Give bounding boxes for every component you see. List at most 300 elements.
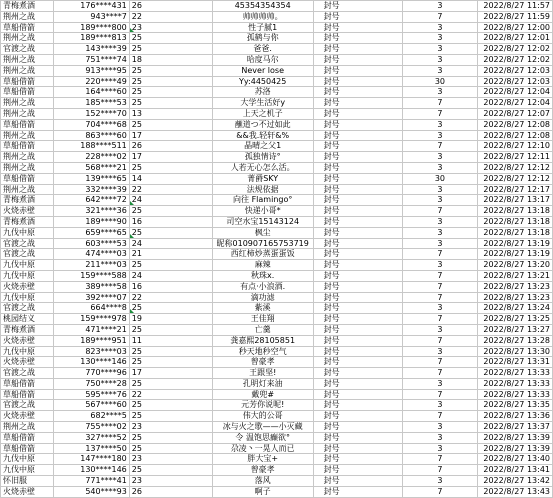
age-cell[interactable]: 16 bbox=[129, 281, 212, 292]
phone-cell[interactable]: 220****49 bbox=[53, 76, 129, 87]
time-cell[interactable]: 2022/8/27 12:02 bbox=[478, 44, 553, 55]
name-cell[interactable]: 司空水宝15143124 bbox=[212, 216, 313, 227]
table-row[interactable] bbox=[1, 238, 553, 249]
status-cell[interactable]: 封号 bbox=[313, 400, 402, 411]
count-cell[interactable]: 3 bbox=[402, 346, 477, 357]
phone-cell[interactable]: 755****02 bbox=[53, 422, 129, 433]
time-cell[interactable]: 2022/8/27 13:31 bbox=[478, 357, 553, 368]
phone-cell[interactable]: 567****60 bbox=[53, 400, 129, 411]
phone-cell[interactable]: 137****50 bbox=[53, 443, 129, 454]
time-cell[interactable]: 2022/8/27 13:43 bbox=[478, 486, 553, 497]
time-cell[interactable]: 2022/8/27 13:36 bbox=[478, 411, 553, 422]
status-cell[interactable]: 封号 bbox=[313, 184, 402, 195]
table-row[interactable] bbox=[1, 314, 553, 325]
status-cell[interactable]: 封号 bbox=[313, 454, 402, 465]
time-cell[interactable]: 2022/8/27 12:04 bbox=[478, 87, 553, 98]
table-row[interactable] bbox=[1, 152, 553, 163]
status-cell[interactable]: 封号 bbox=[313, 119, 402, 130]
age-cell[interactable]: 25 bbox=[129, 98, 212, 109]
count-cell[interactable]: 7 bbox=[402, 389, 477, 400]
age-cell[interactable]: 25 bbox=[129, 206, 212, 217]
table-row[interactable] bbox=[1, 141, 553, 152]
time-cell[interactable]: 2022/8/27 13:41 bbox=[478, 465, 553, 476]
time-cell[interactable]: 2022/8/27 13:19 bbox=[478, 249, 553, 260]
phone-cell[interactable]: 642****72 bbox=[53, 195, 129, 206]
server-cell[interactable]: 九伐中原 bbox=[1, 260, 54, 271]
count-cell[interactable]: 3 bbox=[402, 162, 477, 173]
time-cell[interactable]: 2022/8/27 12:08 bbox=[478, 119, 553, 130]
age-cell[interactable]: 22 bbox=[129, 389, 212, 400]
age-cell[interactable]: 23 bbox=[129, 422, 212, 433]
age-cell[interactable]: 24 bbox=[129, 270, 212, 281]
table-row[interactable] bbox=[1, 476, 553, 487]
name-cell[interactable]: 枫尘 bbox=[212, 227, 313, 238]
age-cell[interactable]: 25 bbox=[129, 346, 212, 357]
count-cell[interactable]: 3 bbox=[402, 152, 477, 163]
count-cell[interactable]: 3 bbox=[402, 400, 477, 411]
server-cell[interactable]: 九伐中原 bbox=[1, 292, 54, 303]
name-cell[interactable]: 胖大宝+ bbox=[212, 454, 313, 465]
status-cell[interactable]: 封号 bbox=[313, 11, 402, 22]
time-cell[interactable]: 2022/8/27 13:33 bbox=[478, 368, 553, 379]
name-cell[interactable]: 曾豪孝 bbox=[212, 357, 313, 368]
time-cell[interactable]: 2022/8/27 12:08 bbox=[478, 130, 553, 141]
status-cell[interactable]: 封号 bbox=[313, 76, 402, 87]
phone-cell[interactable]: 770****96 bbox=[53, 368, 129, 379]
count-cell[interactable]: 7 bbox=[402, 357, 477, 368]
time-cell[interactable]: 2022/8/27 13:23 bbox=[478, 281, 553, 292]
time-cell[interactable]: 2022/8/27 12:12 bbox=[478, 173, 553, 184]
status-cell[interactable]: 封号 bbox=[313, 130, 402, 141]
time-cell[interactable]: 2022/8/27 13:30 bbox=[478, 346, 553, 357]
phone-cell[interactable]: 130****146 bbox=[53, 357, 129, 368]
name-cell[interactable]: 人若无心怎么活。 bbox=[212, 162, 313, 173]
count-cell[interactable]: 3 bbox=[402, 33, 477, 44]
status-cell[interactable]: 封号 bbox=[313, 335, 402, 346]
server-cell[interactable]: 草船借箭 bbox=[1, 378, 54, 389]
time-cell[interactable]: 2022/8/27 13:20 bbox=[478, 260, 553, 271]
name-cell[interactable]: 元芳你说呢! bbox=[212, 400, 313, 411]
phone-cell[interactable]: 130****146 bbox=[53, 465, 129, 476]
count-cell[interactable]: 3 bbox=[402, 238, 477, 249]
age-cell[interactable]: 24 bbox=[129, 195, 212, 206]
age-cell[interactable]: 23 bbox=[129, 476, 212, 487]
name-cell[interactable]: 冰与火之歌——小灭藏 bbox=[212, 422, 313, 433]
name-cell[interactable]: 王跟坚! bbox=[212, 368, 313, 379]
age-cell[interactable]: 17 bbox=[129, 130, 212, 141]
time-cell[interactable]: 2022/8/27 13:18 bbox=[478, 227, 553, 238]
time-cell[interactable]: 2022/8/27 13:18 bbox=[478, 216, 553, 227]
status-cell[interactable]: 封号 bbox=[313, 141, 402, 152]
server-cell[interactable]: 荆州之战 bbox=[1, 152, 54, 163]
server-cell[interactable]: 桃园结义 bbox=[1, 314, 54, 325]
server-cell[interactable]: 草船借箭 bbox=[1, 141, 54, 152]
age-cell[interactable]: 25 bbox=[129, 303, 212, 314]
table-row[interactable] bbox=[1, 335, 553, 346]
table-row[interactable] bbox=[1, 130, 553, 141]
status-cell[interactable]: 封号 bbox=[313, 432, 402, 443]
server-cell[interactable]: 九伐中原 bbox=[1, 227, 54, 238]
name-cell[interactable]: Never lose bbox=[212, 65, 313, 76]
age-cell[interactable]: 25 bbox=[129, 227, 212, 238]
count-cell[interactable]: 7 bbox=[402, 270, 477, 281]
count-cell[interactable]: 7 bbox=[402, 465, 477, 476]
table-row[interactable] bbox=[1, 443, 553, 454]
table-row[interactable] bbox=[1, 11, 553, 22]
status-cell[interactable]: 封号 bbox=[313, 281, 402, 292]
count-cell[interactable]: 7 bbox=[402, 486, 477, 497]
count-cell[interactable]: 3 bbox=[402, 227, 477, 238]
age-cell[interactable]: 11 bbox=[129, 335, 212, 346]
phone-cell[interactable]: 823****03 bbox=[53, 346, 129, 357]
phone-cell[interactable]: 176****431 bbox=[53, 1, 129, 12]
time-cell[interactable]: 2022/8/27 12:03 bbox=[478, 76, 553, 87]
count-cell[interactable]: 3 bbox=[402, 65, 477, 76]
phone-cell[interactable]: 863****60 bbox=[53, 130, 129, 141]
table-row[interactable] bbox=[1, 173, 553, 184]
server-cell[interactable]: 九伐中原 bbox=[1, 270, 54, 281]
time-cell[interactable]: 2022/8/27 12:02 bbox=[478, 54, 553, 65]
phone-cell[interactable]: 188****511 bbox=[53, 141, 129, 152]
age-cell[interactable]: 22 bbox=[129, 184, 212, 195]
phone-cell[interactable]: 471****21 bbox=[53, 324, 129, 335]
server-cell[interactable]: 火烧赤壁 bbox=[1, 281, 54, 292]
name-cell[interactable]: 令 温饱思癫欲° bbox=[212, 432, 313, 443]
age-cell[interactable]: 26 bbox=[129, 486, 212, 497]
count-cell[interactable]: 3 bbox=[402, 378, 477, 389]
age-cell[interactable]: 26 bbox=[129, 141, 212, 152]
phone-cell[interactable]: 771****41 bbox=[53, 476, 129, 487]
time-cell[interactable]: 2022/8/27 13:33 bbox=[478, 389, 553, 400]
name-cell[interactable]: 45354354354 bbox=[212, 1, 313, 12]
status-cell[interactable]: 封号 bbox=[313, 324, 402, 335]
count-cell[interactable]: 7 bbox=[402, 249, 477, 260]
status-cell[interactable]: 封号 bbox=[313, 216, 402, 227]
phone-cell[interactable]: 474****03 bbox=[53, 249, 129, 260]
count-cell[interactable]: 30 bbox=[402, 76, 477, 87]
server-cell[interactable]: 荆州之战 bbox=[1, 65, 54, 76]
time-cell[interactable]: 2022/8/27 13:21 bbox=[478, 270, 553, 281]
name-cell[interactable]: 上天之机子 bbox=[212, 108, 313, 119]
name-cell[interactable]: 苏洛 bbox=[212, 87, 313, 98]
table-row[interactable] bbox=[1, 119, 553, 130]
status-cell[interactable]: 封号 bbox=[313, 260, 402, 271]
status-cell[interactable]: 封号 bbox=[313, 98, 402, 109]
time-cell[interactable]: 2022/8/27 12:10 bbox=[478, 141, 553, 152]
age-cell[interactable]: 23 bbox=[129, 22, 212, 33]
status-cell[interactable]: 封号 bbox=[313, 303, 402, 314]
time-cell[interactable]: 2022/8/27 13:42 bbox=[478, 476, 553, 487]
name-cell[interactable]: 孤独情诗° bbox=[212, 152, 313, 163]
name-cell[interactable]: 向往 Flamingo° bbox=[212, 195, 313, 206]
server-cell[interactable]: 怀旧服 bbox=[1, 476, 54, 487]
count-cell[interactable]: 3 bbox=[402, 44, 477, 55]
status-cell[interactable]: 封号 bbox=[313, 162, 402, 173]
age-cell[interactable]: 25 bbox=[129, 378, 212, 389]
age-cell[interactable]: 25 bbox=[129, 443, 212, 454]
age-cell[interactable]: 25 bbox=[129, 465, 212, 476]
status-cell[interactable]: 封号 bbox=[313, 422, 402, 433]
name-cell[interactable]: 啊子 bbox=[212, 486, 313, 497]
status-cell[interactable]: 封号 bbox=[313, 152, 402, 163]
table-row[interactable] bbox=[1, 303, 553, 314]
status-cell[interactable]: 封号 bbox=[313, 1, 402, 12]
age-cell[interactable]: 25 bbox=[129, 119, 212, 130]
count-cell[interactable]: 3 bbox=[402, 260, 477, 271]
name-cell[interactable]: 滴功滤 bbox=[212, 292, 313, 303]
count-cell[interactable]: 7 bbox=[402, 108, 477, 119]
server-cell[interactable]: 火烧赤壁 bbox=[1, 411, 54, 422]
age-cell[interactable]: 25 bbox=[129, 44, 212, 55]
name-cell[interactable]: 爸爸. bbox=[212, 44, 313, 55]
age-cell[interactable]: 25 bbox=[129, 87, 212, 98]
table-row[interactable] bbox=[1, 260, 553, 271]
name-cell[interactable]: 快递小哥* bbox=[212, 206, 313, 217]
count-cell[interactable]: 7 bbox=[402, 314, 477, 325]
table-row[interactable] bbox=[1, 346, 553, 357]
phone-cell[interactable]: 540****93 bbox=[53, 486, 129, 497]
time-cell[interactable]: 2022/8/27 13:35 bbox=[478, 400, 553, 411]
time-cell[interactable]: 2022/8/27 13:40 bbox=[478, 454, 553, 465]
name-cell[interactable]: 孤鹤与你 bbox=[212, 33, 313, 44]
age-cell[interactable]: 25 bbox=[129, 162, 212, 173]
phone-cell[interactable]: 152****70 bbox=[53, 108, 129, 119]
status-cell[interactable]: 封号 bbox=[313, 249, 402, 260]
server-cell[interactable]: 青梅煮酒 bbox=[1, 1, 54, 12]
table-row[interactable] bbox=[1, 33, 553, 44]
name-cell[interactable]: 有点·小浪酒. bbox=[212, 281, 313, 292]
server-cell[interactable]: 青梅煮酒 bbox=[1, 216, 54, 227]
table-row[interactable] bbox=[1, 76, 553, 87]
server-cell[interactable]: 荆州之战 bbox=[1, 54, 54, 65]
age-cell[interactable]: 13 bbox=[129, 108, 212, 119]
age-cell[interactable]: 25 bbox=[129, 357, 212, 368]
table-row[interactable] bbox=[1, 44, 553, 55]
status-cell[interactable]: 封号 bbox=[313, 389, 402, 400]
time-cell[interactable]: 2022/8/27 12:07 bbox=[478, 108, 553, 119]
server-cell[interactable]: 青梅煮酒 bbox=[1, 195, 54, 206]
table-row[interactable] bbox=[1, 465, 553, 476]
status-cell[interactable]: 封号 bbox=[313, 486, 402, 497]
status-cell[interactable]: 封号 bbox=[313, 54, 402, 65]
phone-cell[interactable]: 159****588 bbox=[53, 270, 129, 281]
time-cell[interactable]: 2022/8/27 13:39 bbox=[478, 432, 553, 443]
table-row[interactable] bbox=[1, 108, 553, 119]
table-row[interactable] bbox=[1, 270, 553, 281]
name-cell[interactable]: 菁爵SKY bbox=[212, 173, 313, 184]
table-row[interactable] bbox=[1, 206, 553, 217]
phone-cell[interactable]: 189****951 bbox=[53, 335, 129, 346]
status-cell[interactable]: 封号 bbox=[313, 314, 402, 325]
phone-cell[interactable]: 751****74 bbox=[53, 54, 129, 65]
phone-cell[interactable]: 147****180 bbox=[53, 454, 129, 465]
status-cell[interactable]: 封号 bbox=[313, 173, 402, 184]
count-cell[interactable]: 7 bbox=[402, 368, 477, 379]
table-row[interactable] bbox=[1, 249, 553, 260]
server-cell[interactable]: 草船借箭 bbox=[1, 443, 54, 454]
count-cell[interactable]: 7 bbox=[402, 11, 477, 22]
count-cell[interactable]: 3 bbox=[402, 54, 477, 65]
status-cell[interactable]: 封号 bbox=[313, 378, 402, 389]
status-cell[interactable]: 封号 bbox=[313, 44, 402, 55]
phone-cell[interactable]: 321****36 bbox=[53, 206, 129, 217]
time-cell[interactable]: 2022/8/27 13:39 bbox=[478, 443, 553, 454]
server-cell[interactable]: 九伐中原 bbox=[1, 346, 54, 357]
phone-cell[interactable]: 682****5 bbox=[53, 411, 129, 422]
name-cell[interactable]: 亡羹 bbox=[212, 324, 313, 335]
phone-cell[interactable]: 332****39 bbox=[53, 184, 129, 195]
age-cell[interactable]: 17 bbox=[129, 152, 212, 163]
phone-cell[interactable]: 943****7 bbox=[53, 11, 129, 22]
table-row[interactable] bbox=[1, 357, 553, 368]
status-cell[interactable]: 封号 bbox=[313, 195, 402, 206]
table-row[interactable] bbox=[1, 378, 553, 389]
name-cell[interactable]: 大学生活好y bbox=[212, 98, 313, 109]
phone-cell[interactable]: 189****813 bbox=[53, 33, 129, 44]
status-cell[interactable]: 封号 bbox=[313, 206, 402, 217]
age-cell[interactable]: 21 bbox=[129, 249, 212, 260]
time-cell[interactable]: 2022/8/27 13:28 bbox=[478, 335, 553, 346]
time-cell[interactable]: 2022/8/27 12:00 bbox=[478, 22, 553, 33]
count-cell[interactable]: 7 bbox=[402, 98, 477, 109]
server-cell[interactable]: 草船借箭 bbox=[1, 87, 54, 98]
count-cell[interactable]: 3 bbox=[402, 432, 477, 443]
time-cell[interactable]: 2022/8/27 12:12 bbox=[478, 162, 553, 173]
name-cell[interactable]: 蘸道つ不过如此 bbox=[212, 119, 313, 130]
age-cell[interactable]: 26 bbox=[129, 1, 212, 12]
server-cell[interactable]: 青梅煮酒 bbox=[1, 324, 54, 335]
table-row[interactable] bbox=[1, 184, 553, 195]
count-cell[interactable]: 3 bbox=[402, 443, 477, 454]
table-row[interactable] bbox=[1, 422, 553, 433]
age-cell[interactable]: 24 bbox=[129, 238, 212, 249]
status-cell[interactable]: 封号 bbox=[313, 270, 402, 281]
count-cell[interactable]: 7 bbox=[402, 411, 477, 422]
age-cell[interactable]: 23 bbox=[129, 454, 212, 465]
time-cell[interactable]: 2022/8/27 13:23 bbox=[478, 292, 553, 303]
table-row[interactable] bbox=[1, 22, 553, 33]
server-cell[interactable]: 荆州之战 bbox=[1, 130, 54, 141]
time-cell[interactable]: 2022/8/27 13:33 bbox=[478, 378, 553, 389]
server-cell[interactable]: 官渡之战 bbox=[1, 303, 54, 314]
server-cell[interactable]: 荆州之战 bbox=[1, 422, 54, 433]
count-cell[interactable]: 3 bbox=[402, 22, 477, 33]
name-cell[interactable]: 帅帅帅帅。 bbox=[212, 11, 313, 22]
age-cell[interactable]: 25 bbox=[129, 33, 212, 44]
age-cell[interactable]: 19 bbox=[129, 314, 212, 325]
server-cell[interactable]: 九伐中原 bbox=[1, 454, 54, 465]
phone-cell[interactable]: 392****07 bbox=[53, 292, 129, 303]
name-cell[interactable]: 伟大的公哥 bbox=[212, 411, 313, 422]
server-cell[interactable]: 官渡之战 bbox=[1, 238, 54, 249]
age-cell[interactable]: 25 bbox=[129, 432, 212, 443]
age-cell[interactable]: 22 bbox=[129, 292, 212, 303]
name-cell[interactable]: 晶晴之父1 bbox=[212, 141, 313, 152]
name-cell[interactable]: 哈度马尔 bbox=[212, 54, 313, 65]
table-row[interactable] bbox=[1, 65, 553, 76]
count-cell[interactable]: 3 bbox=[402, 184, 477, 195]
name-cell[interactable]: 西红柿炒蒸蛋蛋饭 bbox=[212, 249, 313, 260]
server-cell[interactable]: 草船借箭 bbox=[1, 173, 54, 184]
name-cell[interactable]: 王佳翔 bbox=[212, 314, 313, 325]
time-cell[interactable]: 2022/8/27 13:27 bbox=[478, 324, 553, 335]
phone-cell[interactable]: 750****28 bbox=[53, 378, 129, 389]
server-cell[interactable]: 官渡之战 bbox=[1, 368, 54, 379]
server-cell[interactable]: 官渡之战 bbox=[1, 400, 54, 411]
time-cell[interactable]: 2022/8/27 13:17 bbox=[478, 195, 553, 206]
table-row[interactable] bbox=[1, 400, 553, 411]
phone-cell[interactable]: 143****39 bbox=[53, 44, 129, 55]
count-cell[interactable]: 3 bbox=[402, 324, 477, 335]
phone-cell[interactable]: 189****90 bbox=[53, 216, 129, 227]
server-cell[interactable]: 草船借箭 bbox=[1, 119, 54, 130]
count-cell[interactable]: 3 bbox=[402, 303, 477, 314]
age-cell[interactable]: 16 bbox=[129, 216, 212, 227]
table-row[interactable] bbox=[1, 411, 553, 422]
name-cell[interactable]: 尕凌丶一晃人而已 bbox=[212, 443, 313, 454]
count-cell[interactable]: 3 bbox=[402, 216, 477, 227]
count-cell[interactable]: 3 bbox=[402, 1, 477, 12]
status-cell[interactable]: 封号 bbox=[313, 108, 402, 119]
name-cell[interactable]: 孔明灯来油 bbox=[212, 378, 313, 389]
status-cell[interactable]: 封号 bbox=[313, 411, 402, 422]
phone-cell[interactable]: 159****978 bbox=[53, 314, 129, 325]
server-cell[interactable]: 火烧赤壁 bbox=[1, 357, 54, 368]
table-row[interactable] bbox=[1, 389, 553, 400]
time-cell[interactable]: 2022/8/27 13:37 bbox=[478, 422, 553, 433]
table-row[interactable] bbox=[1, 162, 553, 173]
age-cell[interactable]: 14 bbox=[129, 173, 212, 184]
name-cell[interactable]: 紫溪 bbox=[212, 303, 313, 314]
count-cell[interactable]: 7 bbox=[402, 281, 477, 292]
status-cell[interactable]: 封号 bbox=[313, 443, 402, 454]
count-cell[interactable]: 3 bbox=[402, 130, 477, 141]
age-cell[interactable]: 25 bbox=[129, 65, 212, 76]
phone-cell[interactable]: 659****65 bbox=[53, 227, 129, 238]
count-cell[interactable]: 30 bbox=[402, 173, 477, 184]
name-cell[interactable]: 龚嘉熙28105851 bbox=[212, 335, 313, 346]
status-cell[interactable]: 封号 bbox=[313, 368, 402, 379]
count-cell[interactable]: 3 bbox=[402, 119, 477, 130]
count-cell[interactable]: 7 bbox=[402, 292, 477, 303]
status-cell[interactable]: 封号 bbox=[313, 22, 402, 33]
table-row[interactable] bbox=[1, 432, 553, 443]
server-cell[interactable]: 草船借箭 bbox=[1, 76, 54, 87]
count-cell[interactable]: 3 bbox=[402, 476, 477, 487]
phone-cell[interactable]: 139****65 bbox=[53, 173, 129, 184]
name-cell[interactable]: 昵称010907165753719 bbox=[212, 238, 313, 249]
name-cell[interactable]: 法规依据 bbox=[212, 184, 313, 195]
server-cell[interactable]: 火烧赤壁 bbox=[1, 335, 54, 346]
table-row[interactable] bbox=[1, 87, 553, 98]
server-cell[interactable]: 荆州之战 bbox=[1, 98, 54, 109]
table-row[interactable] bbox=[1, 98, 553, 109]
count-cell[interactable]: 3 bbox=[402, 195, 477, 206]
table-row[interactable] bbox=[1, 227, 553, 238]
status-cell[interactable]: 封号 bbox=[313, 292, 402, 303]
phone-cell[interactable]: 228****02 bbox=[53, 152, 129, 163]
time-cell[interactable]: 2022/8/27 12:03 bbox=[478, 65, 553, 76]
time-cell[interactable]: 2022/8/27 12:01 bbox=[478, 33, 553, 44]
server-cell[interactable]: 草船借箭 bbox=[1, 389, 54, 400]
time-cell[interactable]: 2022/8/27 13:18 bbox=[478, 206, 553, 217]
name-cell[interactable]: 性子腻1 bbox=[212, 22, 313, 33]
name-cell[interactable]: 秒天地秒空气 bbox=[212, 346, 313, 357]
server-cell[interactable]: 荆州之战 bbox=[1, 162, 54, 173]
time-cell[interactable]: 2022/8/27 11:57 bbox=[478, 1, 553, 12]
phone-cell[interactable]: 704****68 bbox=[53, 119, 129, 130]
age-cell[interactable]: 25 bbox=[129, 324, 212, 335]
